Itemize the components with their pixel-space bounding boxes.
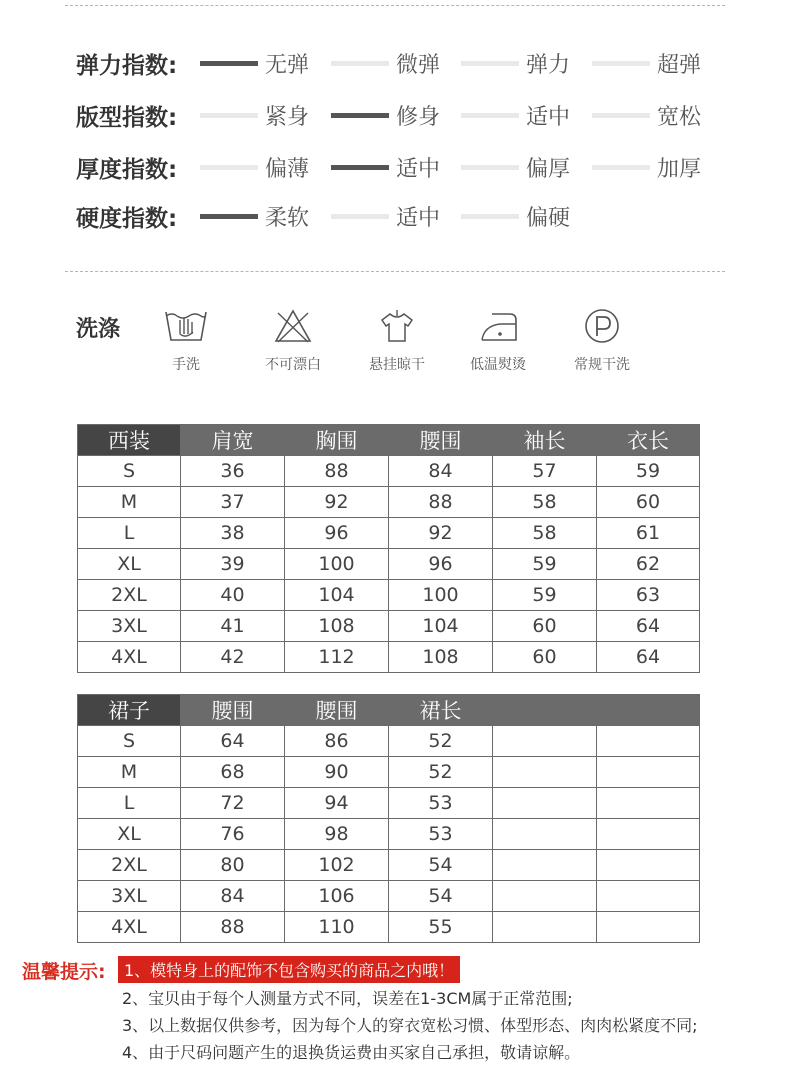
table-header-cell [493, 695, 597, 726]
table-cell [597, 757, 700, 788]
table-cell: 59 [493, 580, 597, 611]
option-label: 无弹 [265, 53, 310, 78]
index-option [200, 198, 331, 232]
index-option [200, 149, 331, 183]
table-cell: 53 [389, 788, 493, 819]
table-cell: 55 [389, 912, 493, 943]
suit-size-table [77, 424, 700, 673]
table-cell: 61 [597, 518, 700, 549]
table-cell: 102 [285, 850, 389, 881]
table-cell: 2XL [78, 850, 181, 881]
option-bar [461, 214, 519, 219]
table-cell: 86 [285, 726, 389, 757]
option-label: 偏薄 [265, 157, 310, 182]
table-cell: S [78, 456, 181, 487]
index-label: 硬度指数: [76, 206, 178, 232]
index-label: 厚度指数: [76, 157, 178, 183]
table-cell: 4XL [78, 912, 181, 943]
wash-label: 悬挂晾干 [369, 357, 425, 373]
table-cell: 53 [389, 819, 493, 850]
table-cell: 84 [389, 456, 493, 487]
tips-heading: 温馨提示: [22, 961, 106, 983]
table-row [78, 850, 700, 881]
table-cell: 39 [181, 549, 285, 580]
table-cell: 60 [493, 642, 597, 673]
table-cell [597, 881, 700, 912]
table-cell [597, 788, 700, 819]
wash-item-hand-wash [141, 308, 231, 378]
table-cell: 54 [389, 850, 493, 881]
tip-line: 2、宝贝由于每个人测量方式不同，误差在1-3CM属于正常范围; [122, 989, 573, 1008]
skirt-size-table [77, 694, 700, 943]
table-cell: 106 [285, 881, 389, 912]
tip-line: 3、以上数据仅供参考，因为每个人的穿衣宽松习惯、体型形态、肉肉松紧度不同; [122, 1016, 698, 1035]
middle-divider [65, 271, 725, 272]
table-cell: 104 [285, 580, 389, 611]
table-cell: 63 [597, 580, 700, 611]
table-header-cell: 腰围 [285, 695, 389, 726]
table-cell: 59 [597, 456, 700, 487]
option-label: 弹力 [526, 53, 571, 78]
hang-dry-icon [376, 308, 418, 344]
index-option [592, 149, 723, 183]
option-label: 偏硬 [526, 206, 571, 231]
wash-item-hang-dry [352, 308, 442, 378]
table-cell [597, 912, 700, 943]
option-bar [461, 61, 519, 66]
dry-clean-icon [582, 308, 622, 344]
table-cell: 3XL [78, 881, 181, 912]
table-header-cell: 腰围 [389, 425, 493, 456]
table-cell: 58 [493, 518, 597, 549]
table-header-cell: 肩宽 [181, 425, 285, 456]
table-cell: 2XL [78, 580, 181, 611]
table-cell: 88 [389, 487, 493, 518]
table-cell: 104 [389, 611, 493, 642]
option-label: 偏厚 [526, 157, 571, 182]
table-row [78, 642, 700, 673]
tip-highlight: 1、模特身上的配饰不包含购买的商品之内哦！ [118, 956, 460, 983]
option-label: 紧身 [265, 105, 310, 130]
table-cell [597, 850, 700, 881]
table-cell: S [78, 726, 181, 757]
option-label: 柔软 [265, 206, 310, 231]
table-cell: 58 [493, 487, 597, 518]
table-cell: 52 [389, 757, 493, 788]
table-cell: 37 [181, 487, 285, 518]
table-cell: 59 [493, 549, 597, 580]
selected-bar [200, 61, 258, 66]
table-cell: 68 [181, 757, 285, 788]
wash-item-no-bleach [248, 308, 338, 378]
table-row [78, 518, 700, 549]
table-cell: 38 [181, 518, 285, 549]
fit-index-row [76, 97, 756, 131]
table-row [78, 456, 700, 487]
table-cell [597, 726, 700, 757]
top-divider [65, 5, 725, 6]
table-cell: 40 [181, 580, 285, 611]
table-cell [493, 788, 597, 819]
option-bar [592, 113, 650, 118]
option-label: 超弹 [657, 53, 702, 78]
option-bar [461, 113, 519, 118]
wash-label: 手洗 [172, 357, 200, 373]
table-cell: XL [78, 549, 181, 580]
wash-item-dry-clean [557, 308, 647, 378]
table-header-cell: 胸围 [285, 425, 389, 456]
table-header-row [78, 695, 700, 726]
index-option [461, 198, 592, 232]
option-bar [461, 165, 519, 170]
low-iron-icon [476, 308, 520, 344]
option-bar [331, 61, 389, 66]
index-option [331, 149, 462, 183]
table-cell: 4XL [78, 642, 181, 673]
wash-label: 常规干洗 [574, 357, 630, 373]
table-row [78, 788, 700, 819]
table-header-cell: 腰围 [181, 695, 285, 726]
index-option [461, 97, 592, 131]
table-header-cell: 裙子 [78, 695, 181, 726]
table-row [78, 580, 700, 611]
option-label: 适中 [396, 157, 441, 182]
table-cell [597, 819, 700, 850]
table-cell: 100 [389, 580, 493, 611]
table-cell: 36 [181, 456, 285, 487]
table-row [78, 611, 700, 642]
table-cell: 108 [389, 642, 493, 673]
table-cell: 76 [181, 819, 285, 850]
table-cell: 52 [389, 726, 493, 757]
table-header-cell: 西装 [78, 425, 181, 456]
selected-bar [200, 214, 258, 219]
table-header-cell [597, 695, 700, 726]
index-label: 版型指数: [76, 105, 178, 131]
table-cell: 60 [597, 487, 700, 518]
table-cell: L [78, 518, 181, 549]
table-row [78, 757, 700, 788]
index-option [331, 45, 462, 79]
table-cell: 90 [285, 757, 389, 788]
option-label: 微弹 [396, 53, 441, 78]
table-cell: 60 [493, 611, 597, 642]
wash-label: 不可漂白 [265, 357, 321, 373]
table-cell: L [78, 788, 181, 819]
table-header-cell: 袖长 [493, 425, 597, 456]
option-label: 适中 [526, 105, 571, 130]
elasticity-index-row [76, 45, 756, 79]
wash-label: 低温熨烫 [470, 357, 526, 373]
table-cell: 42 [181, 642, 285, 673]
table-cell: 54 [389, 881, 493, 912]
table-cell: M [78, 757, 181, 788]
index-option [461, 149, 592, 183]
option-bar [331, 214, 389, 219]
index-option [592, 45, 723, 79]
table-cell: 62 [597, 549, 700, 580]
table-header-cell: 裙长 [389, 695, 493, 726]
table-cell: 41 [181, 611, 285, 642]
table-cell: 57 [493, 456, 597, 487]
thickness-index-row [76, 149, 756, 183]
option-bar [592, 61, 650, 66]
option-bar [592, 165, 650, 170]
table-row [78, 549, 700, 580]
table-cell: 108 [285, 611, 389, 642]
index-label: 弹力指数: [76, 53, 178, 79]
table-cell: 72 [181, 788, 285, 819]
table-cell: 96 [389, 549, 493, 580]
table-cell: 110 [285, 912, 389, 943]
table-cell: 100 [285, 549, 389, 580]
table-cell: XL [78, 819, 181, 850]
table-cell [493, 726, 597, 757]
index-option [331, 97, 462, 131]
selected-bar [331, 165, 389, 170]
table-cell [493, 819, 597, 850]
hardness-index-row [76, 198, 756, 232]
table-cell: 3XL [78, 611, 181, 642]
option-label: 宽松 [657, 105, 702, 130]
table-row [78, 487, 700, 518]
table-cell: 92 [285, 487, 389, 518]
selected-bar [331, 113, 389, 118]
table-cell [493, 850, 597, 881]
index-option [331, 198, 462, 232]
table-cell: 88 [181, 912, 285, 943]
table-cell: 92 [389, 518, 493, 549]
table-row [78, 881, 700, 912]
option-label: 加厚 [657, 157, 702, 182]
table-cell: 94 [285, 788, 389, 819]
table-cell: 84 [181, 881, 285, 912]
tip-line: 4、由于尺码问题产生的退换货运费由买家自己承担，敬请谅解。 [122, 1043, 581, 1062]
index-option [461, 45, 592, 79]
index-option [592, 97, 723, 131]
wash-item-low-iron [453, 308, 543, 378]
option-label: 适中 [396, 206, 441, 231]
table-cell: M [78, 487, 181, 518]
table-row [78, 819, 700, 850]
table-cell [493, 912, 597, 943]
index-option [200, 97, 331, 131]
table-cell: 80 [181, 850, 285, 881]
table-row [78, 912, 700, 943]
index-option [200, 45, 331, 79]
table-header-cell: 衣长 [597, 425, 700, 456]
table-cell [493, 881, 597, 912]
table-cell: 64 [597, 642, 700, 673]
option-bar [200, 165, 258, 170]
hand-wash-icon [163, 308, 209, 344]
table-cell [493, 757, 597, 788]
table-cell: 112 [285, 642, 389, 673]
table-cell: 96 [285, 518, 389, 549]
option-label: 修身 [396, 105, 441, 130]
table-cell: 98 [285, 819, 389, 850]
option-bar [200, 113, 258, 118]
table-row [78, 726, 700, 757]
wash-title: 洗涤 [76, 317, 121, 342]
table-cell: 88 [285, 456, 389, 487]
no-bleach-icon [272, 308, 314, 344]
table-cell: 64 [181, 726, 285, 757]
table-cell: 64 [597, 611, 700, 642]
table-header-row [78, 425, 700, 456]
